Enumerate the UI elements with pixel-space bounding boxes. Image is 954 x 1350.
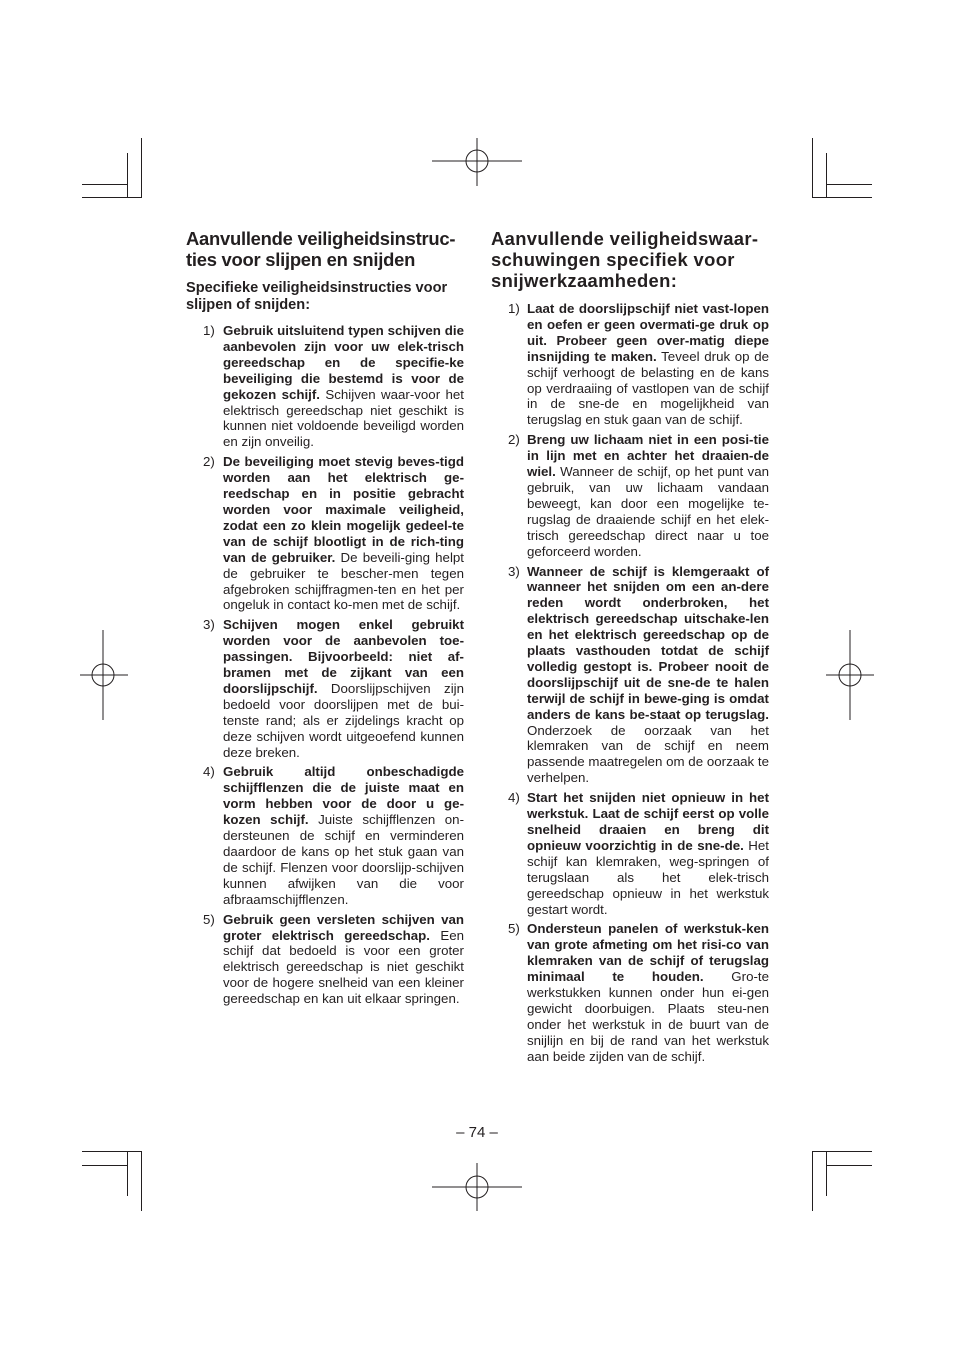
instruction-item <box>186 323 464 450</box>
item-bold-text: Gebruik uitsluitend typen schijven die aanbevolen zijn voor uw elek-trisch gereedschap en de specifie-ke beveiliging die bestemd is voor de gekozen schijf. <box>223 323 464 402</box>
item-bold-text: Start het snijden niet opnieuw in het werkstuk. Laat de schijf eerst op volle snelheid draaien en breng dit opnieuw voorzichtig in de sne-de. <box>527 790 769 853</box>
item-bold-text: De beveiliging moet stevig beves-tigd worden aan het elektrisch ge-reedschap en in positie gebracht worden voor maximale veiligheid, zodat een zo klein mogelijk gedeel-te van de schijf blootligt in de rich-ting van de gebruiker. <box>223 454 464 565</box>
warning-item <box>491 790 769 917</box>
item-bold-text: Schijven mogen enkel gebruikt worden voor de aanbevolen toe-passingen. Bijvoorbeeld: niet af-bramen met de zijkant van een doorslijpschijf. <box>223 617 464 696</box>
item-text: Wanneer de schijf, op het punt van gebruik, van uw lichaam vandaan beweegt, kan door een mogelijke te-rugslag de draaiende schijf en het elek-trisch gereedschap direct naar u toe geforceerd worden. <box>527 464 769 559</box>
page-number: – 74 – <box>456 1124 498 1141</box>
item-text: Het schijf kan klemraken, weg-springen of terugslaan als het elek-trisch gereedschap opnieuw in het werkstuk gestart wordt. <box>527 837 769 917</box>
instruction-list <box>186 323 464 1007</box>
item-text: Doorslijpschijven zijn bedoeld voor doorslijpen met de bui-tenste rand; als er zijdelings kracht op deze schijven wordt uitgeoefend kunnen deze breken. <box>223 680 464 760</box>
instruction-item <box>186 454 464 613</box>
item-bold-text: Ondersteun panelen of werkstuk-ken van grote afmeting om het risi-co van klemraken van de schijf of terugslag minimaal te houden. <box>527 921 769 985</box>
item-number: 2) <box>508 432 520 448</box>
item-number: 4) <box>508 790 520 806</box>
item-bold-text: Laat de doorslijpschijf niet vast-lopen en oefen er geen overmati-ge druk op uit. Probeer geen over-matig diepe insnijding te maken. <box>527 301 769 364</box>
instruction-item <box>186 764 464 907</box>
item-bold-text: Gebruik geen versleten schijven van groter elektrisch gereedschap. <box>223 911 464 943</box>
item-number: 1) <box>508 301 520 316</box>
item-number: 5) <box>203 911 215 927</box>
item-number: 1) <box>203 323 215 338</box>
section-subtitle: Specifieke veiligheidsinstructies voor slijpen of snijden: <box>186 280 448 313</box>
warning-item <box>491 301 769 428</box>
warning-item <box>491 432 769 559</box>
item-bold-text: Wanneer de schijf is klemgeraakt of wanneer het snijden om een an-dere reden wordt onderbroken, het elektrisch gereedschap uitschake-len en het elektrisch gereedschap op de plaats vasthouden totdat de schijf volledig gestopt is. Probeer nooit de doorslijpschijf uit de sne-de te halen terwijl de schijf in bewe-ging is omdat anders de kans be-staat op terugslag. <box>527 563 769 722</box>
item-bold-text: Breng uw lichaam niet in een posi-tie in lijn met en achter het draaien-de wiel. <box>527 432 769 480</box>
instruction-item <box>186 617 464 760</box>
item-text: Onderzoek de oorzaak van het klemraken van de schijf en neem passende maatregelen om de oorzaak te verhelpen. <box>527 722 769 786</box>
item-text: Schijven waar-voor het elektrisch gereedschap niet geschikt is kunnen niet voldoende beveiligd worden en zijn onveilig. <box>223 386 464 450</box>
registration-mark-right <box>824 628 876 722</box>
instruction-item <box>186 912 464 1007</box>
warning-list <box>491 301 769 1065</box>
left-column <box>186 228 464 1011</box>
registration-mark-top <box>430 136 524 188</box>
right-column <box>491 228 769 1069</box>
item-bold-text: Gebruik altijd onbeschadigde schijfflenzen die de juiste maat en vorm hebben voor de door u ge-kozen schijf. <box>223 764 464 828</box>
item-text: Een schijf dat bedoeld is voor een groter elektrisch gereedschap is niet geschikt voor de hogere snelheid van een kleiner gereedschap en kan uit elkaar springen. <box>223 927 464 1007</box>
item-number: 2) <box>203 454 215 470</box>
warning-item <box>491 921 769 1064</box>
item-number: 5) <box>508 921 520 937</box>
registration-mark-left <box>78 628 130 722</box>
item-number: 3) <box>508 563 520 579</box>
item-text: Juiste schijfflenzen on-dersteunen de schijf en verminderen daardoor de kans op het stuk gaan van de schijf. Flenzen voor doorslijp-schijven kunnen afwijken van die voor afbraamschijfflenzen. <box>223 812 464 907</box>
item-number: 4) <box>203 764 215 780</box>
section-title: Aanvullende veiligheidsinstruc-ties voor slijpen en snijden <box>186 228 456 270</box>
item-text: De beveili-ging helpt de gebruiker te bescher-men tegen afgebroken schijffragmen-ten en het per ongeluk in contact ko-men met de schijf. <box>223 549 464 613</box>
warning-item <box>491 564 769 787</box>
item-number: 3) <box>203 617 215 633</box>
item-text: Teveel druk op de schijf verhoogt de belasting en de kans op verdraaiing of vastlopen van de schijf in de sne-de en mogelijkheid van terugslag en stuk gaan van de schijf. <box>527 348 770 428</box>
item-text: Gro-te werkstukken kunnen onder hun ei-gen gewicht doorbuigen. Plaats steu-nen onder het werkstuk in de buurt van de snijlijn en bij de rand van het werkstuk aan beide zijden van de schijf. <box>527 969 769 1064</box>
section-title: Aanvullende veiligheidswaar-schuwingen specifiek voor snijwerkzaamheden: <box>491 228 759 291</box>
registration-mark-bottom <box>430 1161 524 1213</box>
